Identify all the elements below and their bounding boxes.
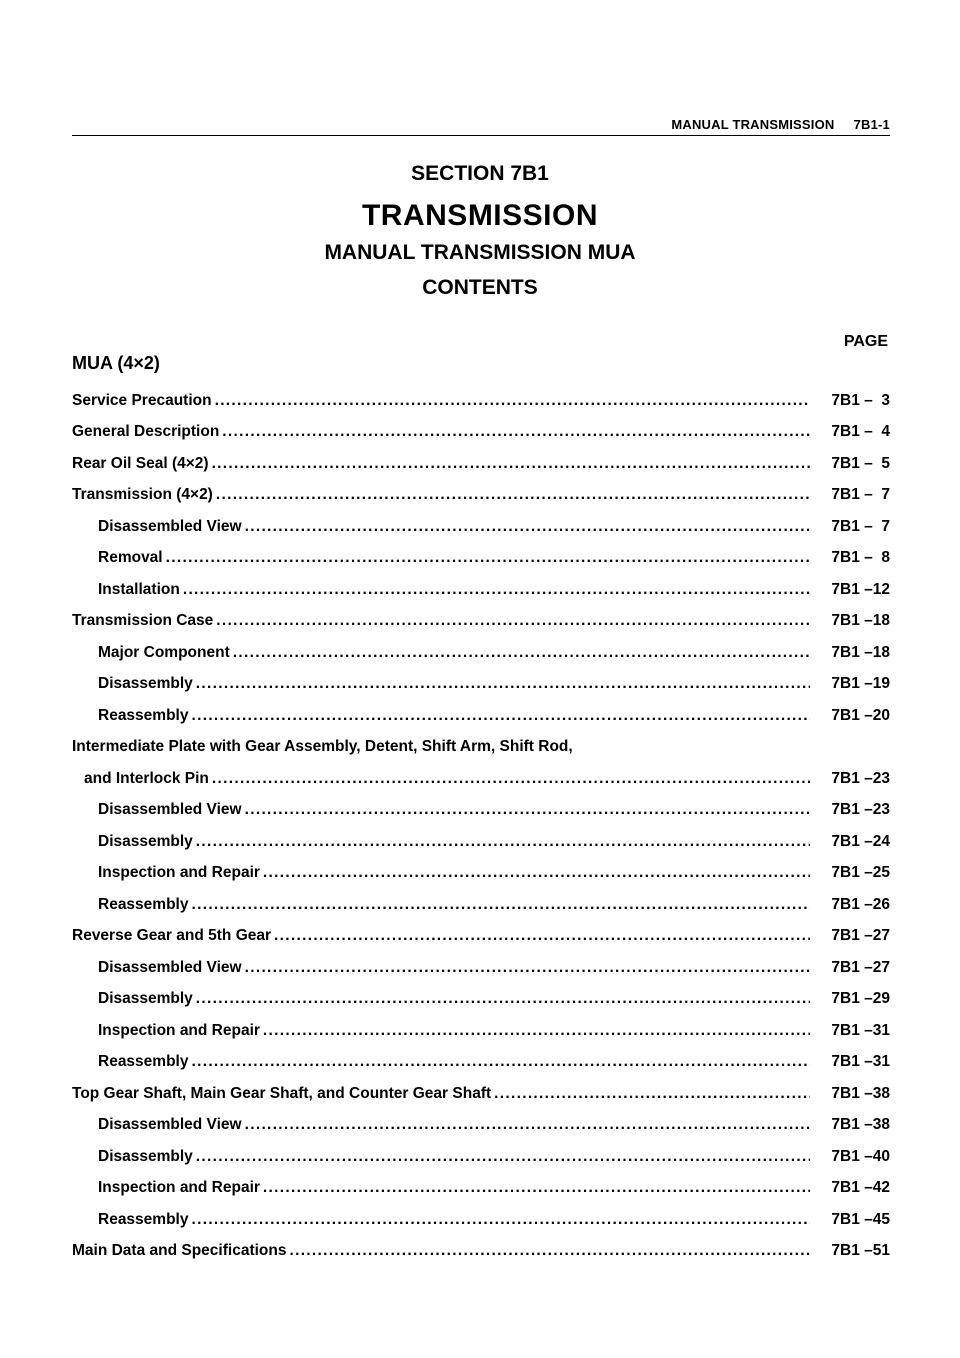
toc-entry[interactable]: [72, 1204, 890, 1236]
toc-entry-page: 7B1 –12: [831, 580, 890, 598]
dot-leader: [216, 612, 810, 630]
toc-entry[interactable]: [72, 952, 890, 984]
page-id: 7B1-1: [853, 117, 890, 132]
section-title: SECTION 7B1: [411, 162, 549, 185]
toc-entry[interactable]: [72, 1047, 890, 1079]
dot-leader: [212, 770, 810, 788]
header-rule: [72, 135, 890, 136]
toc-entry-page: 7B1 –18: [831, 643, 890, 661]
toc-entry-leader: [72, 1179, 810, 1197]
toc-entry-label: Disassembly: [98, 675, 193, 693]
toc-entry-leader: [72, 423, 810, 441]
dot-leader: [166, 549, 810, 567]
toc-entry-leader: [72, 612, 810, 630]
dot-leader: [215, 392, 810, 410]
toc-entry-page: 7B1 –27: [831, 927, 890, 945]
toc-entry-label: Removal: [98, 549, 163, 567]
toc-entry-label: Intermediate Plate with Gear Assembly, Detent, Shift Arm, Shift Rod,: [72, 738, 573, 756]
toc-entry[interactable]: [72, 700, 890, 732]
toc-entry[interactable]: [72, 637, 890, 669]
toc-entry[interactable]: [72, 826, 890, 858]
toc-entry-leader: [72, 1022, 810, 1040]
dot-leader: [196, 990, 810, 1008]
group-heading: MUA (4×2): [72, 353, 160, 373]
dot-leader: [196, 833, 810, 851]
dot-leader: [191, 896, 810, 914]
toc-entry-page: 7B1 –31: [831, 1053, 890, 1071]
toc-entry-label: Reassembly: [98, 895, 189, 913]
dot-leader: [191, 1211, 810, 1229]
toc-entry[interactable]: [72, 795, 890, 827]
toc-entry-label: General Description: [72, 423, 220, 441]
dot-leader: [245, 1116, 810, 1134]
toc-entry-page: 7B1 –20: [831, 706, 890, 724]
toc-entry-label: Disassembly: [98, 832, 193, 850]
table-of-contents: [72, 385, 890, 1267]
toc-entry[interactable]: [72, 448, 890, 480]
toc-entry-page: 7B1 – 8: [831, 549, 890, 567]
toc-entry-leader: [72, 770, 810, 788]
toc-entry-page: 7B1 –45: [831, 1210, 890, 1228]
toc-entry-label: Disassembled View: [98, 801, 242, 819]
toc-entry-page: 7B1 –42: [831, 1179, 890, 1197]
toc-entry-leader: [72, 1148, 810, 1166]
dot-leader: [274, 927, 810, 945]
toc-entry-label: Reverse Gear and 5th Gear: [72, 927, 272, 945]
toc-entry-page: 7B1 –18: [831, 612, 890, 630]
toc-entry[interactable]: [72, 480, 890, 512]
running-header: [72, 117, 890, 132]
dot-leader: [191, 707, 810, 725]
toc-entry-page: 7B1 –40: [831, 1147, 890, 1165]
toc-entry-label: Service Precaution: [72, 391, 212, 409]
toc-entry-leader: [72, 644, 810, 662]
dot-leader: [245, 518, 810, 536]
toc-entry-label: Reassembly: [98, 706, 189, 724]
toc-entry-label: Inspection and Repair: [98, 864, 260, 882]
dot-leader: [216, 486, 810, 504]
page-column-label: PAGE: [843, 333, 888, 350]
toc-entry-page: 7B1 –24: [831, 832, 890, 850]
toc-entry[interactable]: [72, 858, 890, 890]
toc-entry[interactable]: [72, 732, 890, 764]
toc-entry-label: Top Gear Shaft, Main Gear Shaft, and Counter Gear Shaft: [72, 1084, 492, 1102]
toc-entry-page: 7B1 –38: [831, 1116, 890, 1134]
toc-entry-page: 7B1 –23: [831, 801, 890, 819]
toc-entry-label: Disassembled View: [98, 1116, 242, 1134]
toc-entry-leader: [72, 518, 810, 536]
dot-leader: [289, 1242, 810, 1260]
toc-entry-label: Rear Oil Seal (4×2): [72, 454, 209, 472]
dot-leader: [233, 644, 810, 662]
toc-entry-label: and Interlock Pin: [84, 769, 209, 787]
toc-entry-label: Inspection and Repair: [98, 1179, 260, 1197]
toc-entry-label: Transmission Case: [72, 612, 214, 630]
toc-entry[interactable]: [72, 1173, 890, 1205]
toc-entry-label: Installation: [98, 580, 180, 598]
toc-entry-leader: [72, 1211, 810, 1229]
toc-entry-label: Disassembly: [98, 1147, 193, 1165]
toc-entry-page: 7B1 –38: [831, 1084, 890, 1102]
running-title: MANUAL TRANSMISSION: [671, 117, 835, 132]
toc-entry[interactable]: [72, 984, 890, 1016]
toc-entry-label: Major Component: [98, 643, 230, 661]
toc-entry-page: 7B1 – 7: [831, 517, 890, 535]
toc-entry-page: 7B1 –19: [831, 675, 890, 693]
toc-entry-label: Disassembled View: [98, 958, 242, 976]
toc-entry-leader: [72, 1116, 810, 1134]
toc-entry[interactable]: [72, 417, 890, 449]
toc-entry[interactable]: [72, 385, 890, 417]
toc-entry[interactable]: [72, 1141, 890, 1173]
toc-entry-leader: [72, 581, 810, 599]
contents-title: CONTENTS: [422, 276, 538, 299]
toc-entry-leader: [72, 990, 810, 1008]
toc-entry-page: 7B1 – 5: [831, 454, 890, 472]
toc-entry[interactable]: [72, 606, 890, 638]
subtitle: MANUAL TRANSMISSION MUA: [324, 241, 636, 264]
toc-entry-leader: [72, 549, 810, 567]
toc-entry-page: 7B1 –51: [831, 1242, 890, 1260]
dot-leader: [263, 1179, 810, 1197]
dot-leader: [191, 1053, 810, 1071]
toc-entry-leader: [72, 675, 810, 693]
toc-entry-label: Reassembly: [98, 1210, 189, 1228]
toc-entry-leader: [72, 1085, 810, 1103]
toc-entry-leader: [72, 927, 810, 945]
toc-entry-label: Disassembly: [98, 990, 193, 1008]
toc-entry-leader: [72, 801, 810, 819]
toc-entry-leader: [72, 896, 810, 914]
toc-entry-page: 7B1 –29: [831, 990, 890, 1008]
toc-entry[interactable]: [72, 574, 890, 606]
toc-entry-page: 7B1 –27: [831, 958, 890, 976]
toc-entry-page: 7B1 – 3: [831, 391, 890, 409]
dot-leader: [196, 675, 810, 693]
toc-entry-label: Main Data and Specifications: [72, 1242, 287, 1260]
main-title: TRANSMISSION: [361, 199, 598, 232]
toc-entry-leader: [72, 738, 810, 756]
toc-entry-leader: [72, 864, 810, 882]
toc-entry[interactable]: [72, 511, 890, 543]
dot-leader: [245, 959, 810, 977]
toc-entry[interactable]: [72, 1110, 890, 1142]
dot-leader: [183, 581, 810, 599]
toc-entry-leader: [72, 392, 810, 410]
toc-entry[interactable]: [72, 889, 890, 921]
dot-leader: [263, 1022, 810, 1040]
toc-entry[interactable]: [72, 1078, 890, 1110]
toc-entry[interactable]: [72, 1236, 890, 1268]
toc-entry-leader: [72, 707, 810, 725]
dot-leader: [222, 423, 810, 441]
dot-leader: [245, 801, 810, 819]
toc-entry-page: 7B1 – 4: [831, 423, 890, 441]
toc-entry-page: 7B1 –25: [831, 864, 890, 882]
toc-entry[interactable]: [72, 669, 890, 701]
dot-leader: [196, 1148, 810, 1166]
toc-entry-label: Transmission (4×2): [72, 486, 213, 504]
toc-entry-leader: [72, 833, 810, 851]
toc-entry-page: 7B1 –31: [831, 1021, 890, 1039]
toc-entry-page: 7B1 –23: [831, 769, 890, 787]
toc-entry-page: 7B1 –26: [831, 895, 890, 913]
toc-entry-leader: [72, 1242, 810, 1260]
toc-entry[interactable]: [72, 543, 890, 575]
toc-entry-leader: [72, 1053, 810, 1071]
toc-entry-leader: [72, 486, 810, 504]
toc-entry-label: Inspection and Repair: [98, 1021, 260, 1039]
toc-entry[interactable]: [72, 763, 890, 795]
toc-entry-label: Reassembly: [98, 1053, 189, 1071]
toc-entry-page: 7B1 – 7: [831, 486, 890, 504]
dot-leader: [263, 864, 810, 882]
dot-leader: [494, 1085, 810, 1103]
toc-entry[interactable]: [72, 1015, 890, 1047]
header-spacer: [835, 117, 854, 132]
toc-entry-leader: [72, 455, 810, 473]
toc-entry-leader: [72, 959, 810, 977]
toc-entry-label: Disassembled View: [98, 517, 242, 535]
dot-leader: [212, 455, 810, 473]
toc-entry[interactable]: [72, 921, 890, 953]
